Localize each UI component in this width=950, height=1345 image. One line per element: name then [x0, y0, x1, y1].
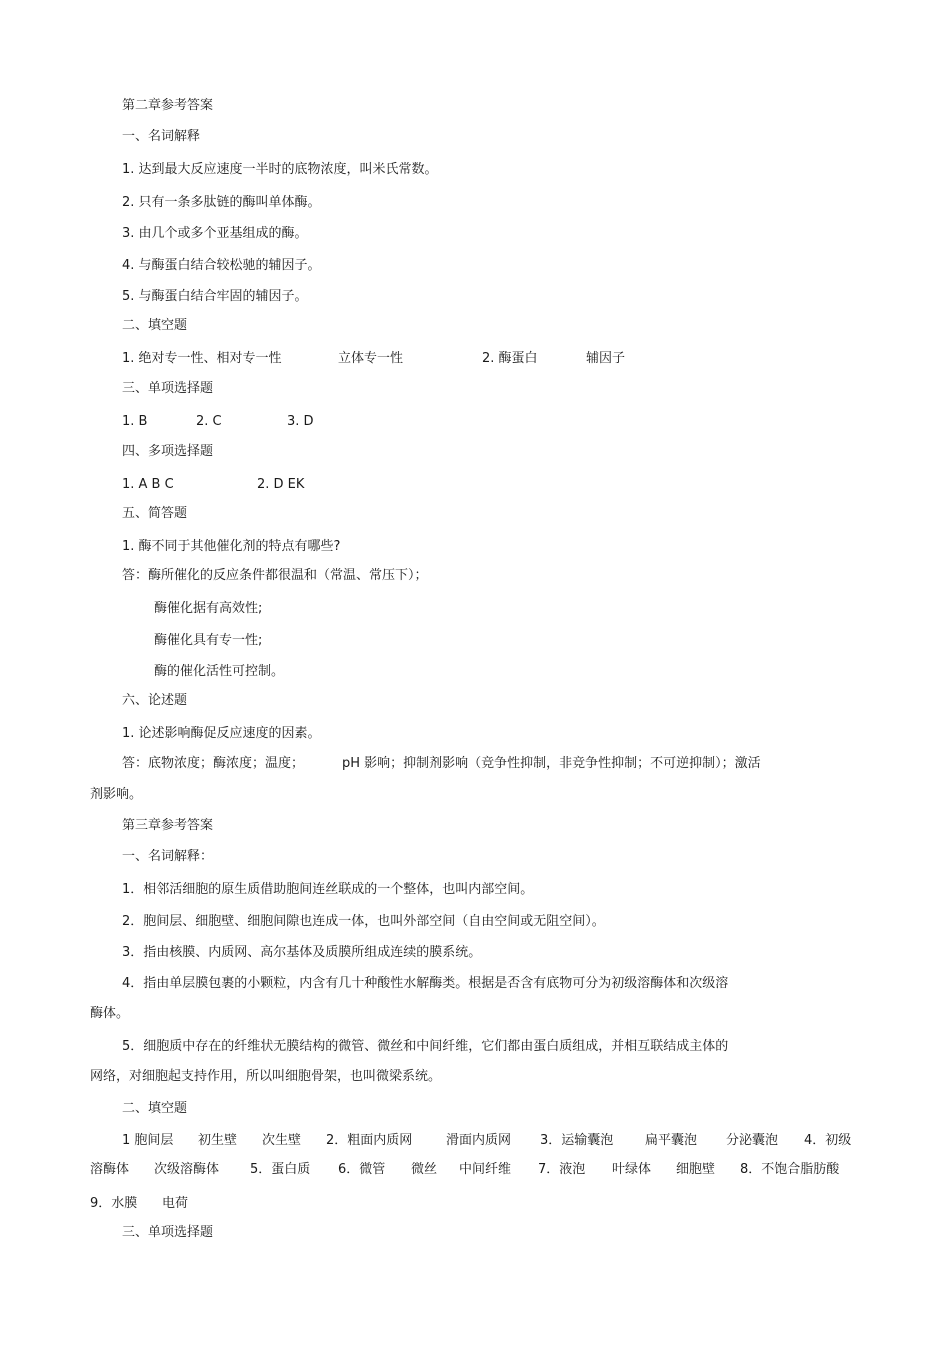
answer-line: 1. 达到最大反应速度一半时的底物浓度，叫米氏常数。 [122, 162, 438, 177]
section-heading: 三、单项选择题 [122, 1225, 214, 1240]
fill-item: 2．粗面内质网 [326, 1133, 413, 1148]
fill-item: 滑面内质网 [446, 1133, 512, 1148]
answer-line: 酶的催化活性可控制。 [154, 664, 285, 679]
fill-item: 细胞壁 [676, 1162, 716, 1177]
chapter2-title: 第二章参考答案 [122, 98, 214, 113]
choice-item: 2. D EK [257, 477, 305, 492]
answer-line: 网络，对细胞起支持作用，所以叫细胞骨架，也叫微梁系统。 [90, 1069, 442, 1084]
fill-item: 1. 绝对专一性、相对专一性 [122, 351, 282, 366]
answer-line: 答：酶所催化的反应条件都很温和（常温、常压下）； [122, 568, 428, 583]
section-heading: 三、单项选择题 [122, 381, 214, 396]
section-heading: 二、填空题 [122, 318, 188, 333]
fill-item: 溶酶体 [90, 1162, 130, 1177]
answer-line: 4. 与酶蛋白结合较松驰的辅因子。 [122, 258, 321, 273]
fill-item: 4．初级 [804, 1133, 852, 1148]
fill-item: 2. 酶蛋白 [482, 351, 538, 366]
fill-item: 5．蛋白质 [250, 1162, 311, 1177]
fill-item: 分泌囊泡 [726, 1133, 779, 1148]
answer-line: 3．指由核膜、内质网、高尔基体及质膜所组成连续的膜系统。 [122, 945, 482, 960]
section-heading: 五、简答题 [122, 506, 188, 521]
fill-item: 次生壁 [262, 1133, 302, 1148]
fill-item: 叶绿体 [612, 1162, 652, 1177]
fill-item: 7．液泡 [538, 1162, 586, 1177]
fill-item: 8．不饱合脂肪酸 [740, 1162, 840, 1177]
answer-line: 酶催化据有高效性; [154, 601, 263, 616]
answer-part: 答：底物浓度；酶浓度；温度； [122, 756, 305, 771]
answer-line: 1．相邻活细胞的原生质借助胞间连丝联成的一个整体，也叫内部空间。 [122, 882, 534, 897]
chapter3-title: 第三章参考答案 [122, 818, 214, 833]
section-heading: 一、名词解释： [122, 849, 214, 864]
choice-item: 1. A B C [122, 477, 174, 492]
fill-item: 微丝 [411, 1162, 438, 1177]
answer-line: 2．胞间层、细胞壁、细胞间隙也连成一体，也叫外部空间（自由空间或无阻空间）。 [122, 914, 605, 929]
choice-item: 3. D [287, 414, 314, 429]
fill-item: 辅因子 [586, 351, 626, 366]
choice-item: 2. C [196, 414, 222, 429]
answer-line: 剂影响。 [90, 787, 143, 802]
section-heading: 二、填空题 [122, 1101, 188, 1116]
answer-line: 酶催化具有专一性; [154, 633, 263, 648]
question-line: 1. 酶不同于其他催化剂的特点有哪些? [122, 539, 341, 554]
fill-item: 电荷 [162, 1196, 189, 1211]
answer-line: 5．细胞质中存在的纤维状无膜结构的微管、微丝和中间纤维，它们都由蛋白质组成，并相互联结成主体的 [122, 1039, 729, 1054]
fill-item: 6．微管 [338, 1162, 386, 1177]
answer-line: 3. 由几个或多个亚基组成的酶。 [122, 226, 308, 241]
fill-item: 中间纤维 [459, 1162, 512, 1177]
fill-item: 扁平囊泡 [645, 1133, 698, 1148]
fill-item: 3．运输囊泡 [540, 1133, 614, 1148]
question-line: 1. 论述影响酶促反应速度的因素。 [122, 726, 321, 741]
fill-item: 初生壁 [198, 1133, 238, 1148]
fill-item: 立体专一性 [338, 351, 404, 366]
fill-item: 次级溶酶体 [154, 1162, 220, 1177]
answer-line: 2. 只有一条多肽链的酶叫单体酶。 [122, 195, 321, 210]
section-heading: 四、多项选择题 [122, 444, 214, 459]
fill-item: 9．水膜 [90, 1196, 138, 1211]
section-heading: 一、名词解释 [122, 129, 201, 144]
fill-item: 1 胞间层 [122, 1133, 174, 1148]
answer-line: 4．指由单层膜包裹的小颗粒，内含有几十种酸性水解酶类。根据是否含有底物可分为初级溶酶体和次级溶 [122, 976, 729, 991]
section-heading: 六、论述题 [122, 693, 188, 708]
choice-item: 1. B [122, 414, 148, 429]
answer-line: 5. 与酶蛋白结合牢固的辅因子。 [122, 289, 308, 304]
answer-line: 酶体。 [90, 1006, 130, 1021]
answer-part: pH 影响；抑制剂影响（竞争性抑制，非竞争性抑制；不可逆抑制）；激活 [342, 756, 761, 771]
